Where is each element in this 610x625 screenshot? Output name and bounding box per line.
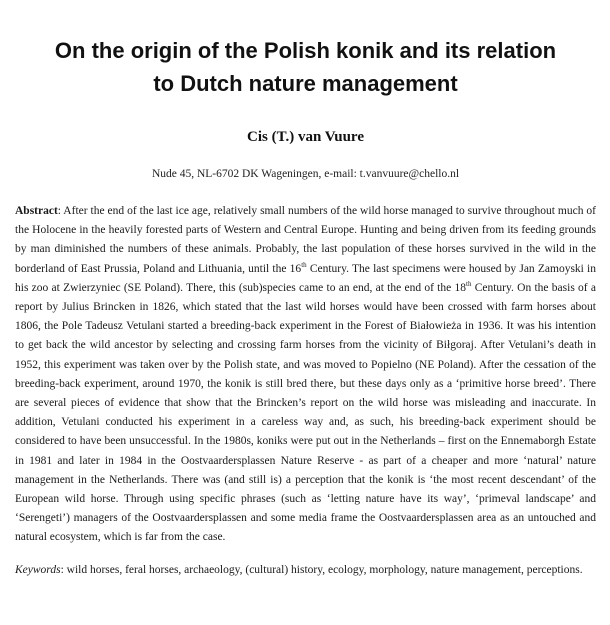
author-affiliation: Nude 45, NL-6702 DK Wageningen, e-mail: t.vanvuure@chello.nl [151, 168, 460, 180]
keywords-label: Keywords [15, 563, 61, 576]
abstract-paragraph [15, 180, 596, 548]
keywords-text: : wild horses, feral horses, archaeology, (cultural) history, ecology, morphology, nature management, perceptions. [60, 563, 583, 576]
ordinal-suffix-1: th [301, 260, 307, 269]
abstract-label: Abstract [15, 205, 58, 217]
title-line-1: On the origin of the Polish konik and its relation [54, 38, 557, 63]
abstract-text-part-3: Century. On the basis of a report by Julius Brincken in 1826, which stated that the last wild horses would have been crossed with farm horses about 1806, the Pole Tadeusz Vetulani started a breeding-back experiment in the Forest of Białowieża in 1936. It was his intention to get back the wild ancestor by selecting and crossing farm horses from the vicinity of Biłgoraj. After Vetulani’s death in 1952, this experiment was taken over by the Polish state, and was moved to Popielno (NE Poland). After the cessation of the breeding-back experiment, around 1970, the konik is still bred there, but these days only as a ‘primitive horse breed’. There are several pieces of evidence that show that the Brincken’s report on the wild horse was misleading and inaccurate. In addition, Vetulani conducted his experiment in a careless way and, as such, his breeding-back experiment should be considered to have been unsuccessful. In the 1980s, koniks were put out in the Netherlands – first on the Ennemaborgh Estate in 1981 and later in 1984 in the Oostvaardersplassen Nature Reserve - as part of a cheaper and more ‘natural’ nature management in the Netherlands. There was (and still is) a perception that the konik is ‘the most recent descendant’ of the European wild horse. Through using specific phrases (such as ‘letting nature have its way’, ‘primeval landscape’ and ‘Serengeti’) managers of the Oostvaardersplassen and some media frame the Oostvaardersplassen area as an untouched and natural ecosystem, which is far from the case. [15, 281, 597, 544]
abstract-text-part-1: : After the end of the last ice age, relatively small numbers of the wild horse managed to survive throughout much of the Holocene in the heavily forested parts of Western and Central Europe. Hunting and being driven from its feeding grounds by man diminished the numbers of these animals. Probably, the last population of these horses survived in the wild in the borderland of East Prussia, Poland and Lithuania, until the 16 [15, 205, 596, 275]
ordinal-suffix-2: th [466, 279, 472, 288]
abstract-text-part-2: Century. The last specimens were housed by Jan Zamoyski in his zoo at Zwierzyniec (SE Poland). There, this (sub)species came to an end, at the end of the 18 [15, 262, 597, 294]
paper-title [15, 0, 596, 100]
title-line-2: to Dutch nature management [153, 71, 458, 96]
author-name: Cis (T.) van Vuure [247, 129, 364, 145]
keywords-paragraph [15, 548, 596, 580]
